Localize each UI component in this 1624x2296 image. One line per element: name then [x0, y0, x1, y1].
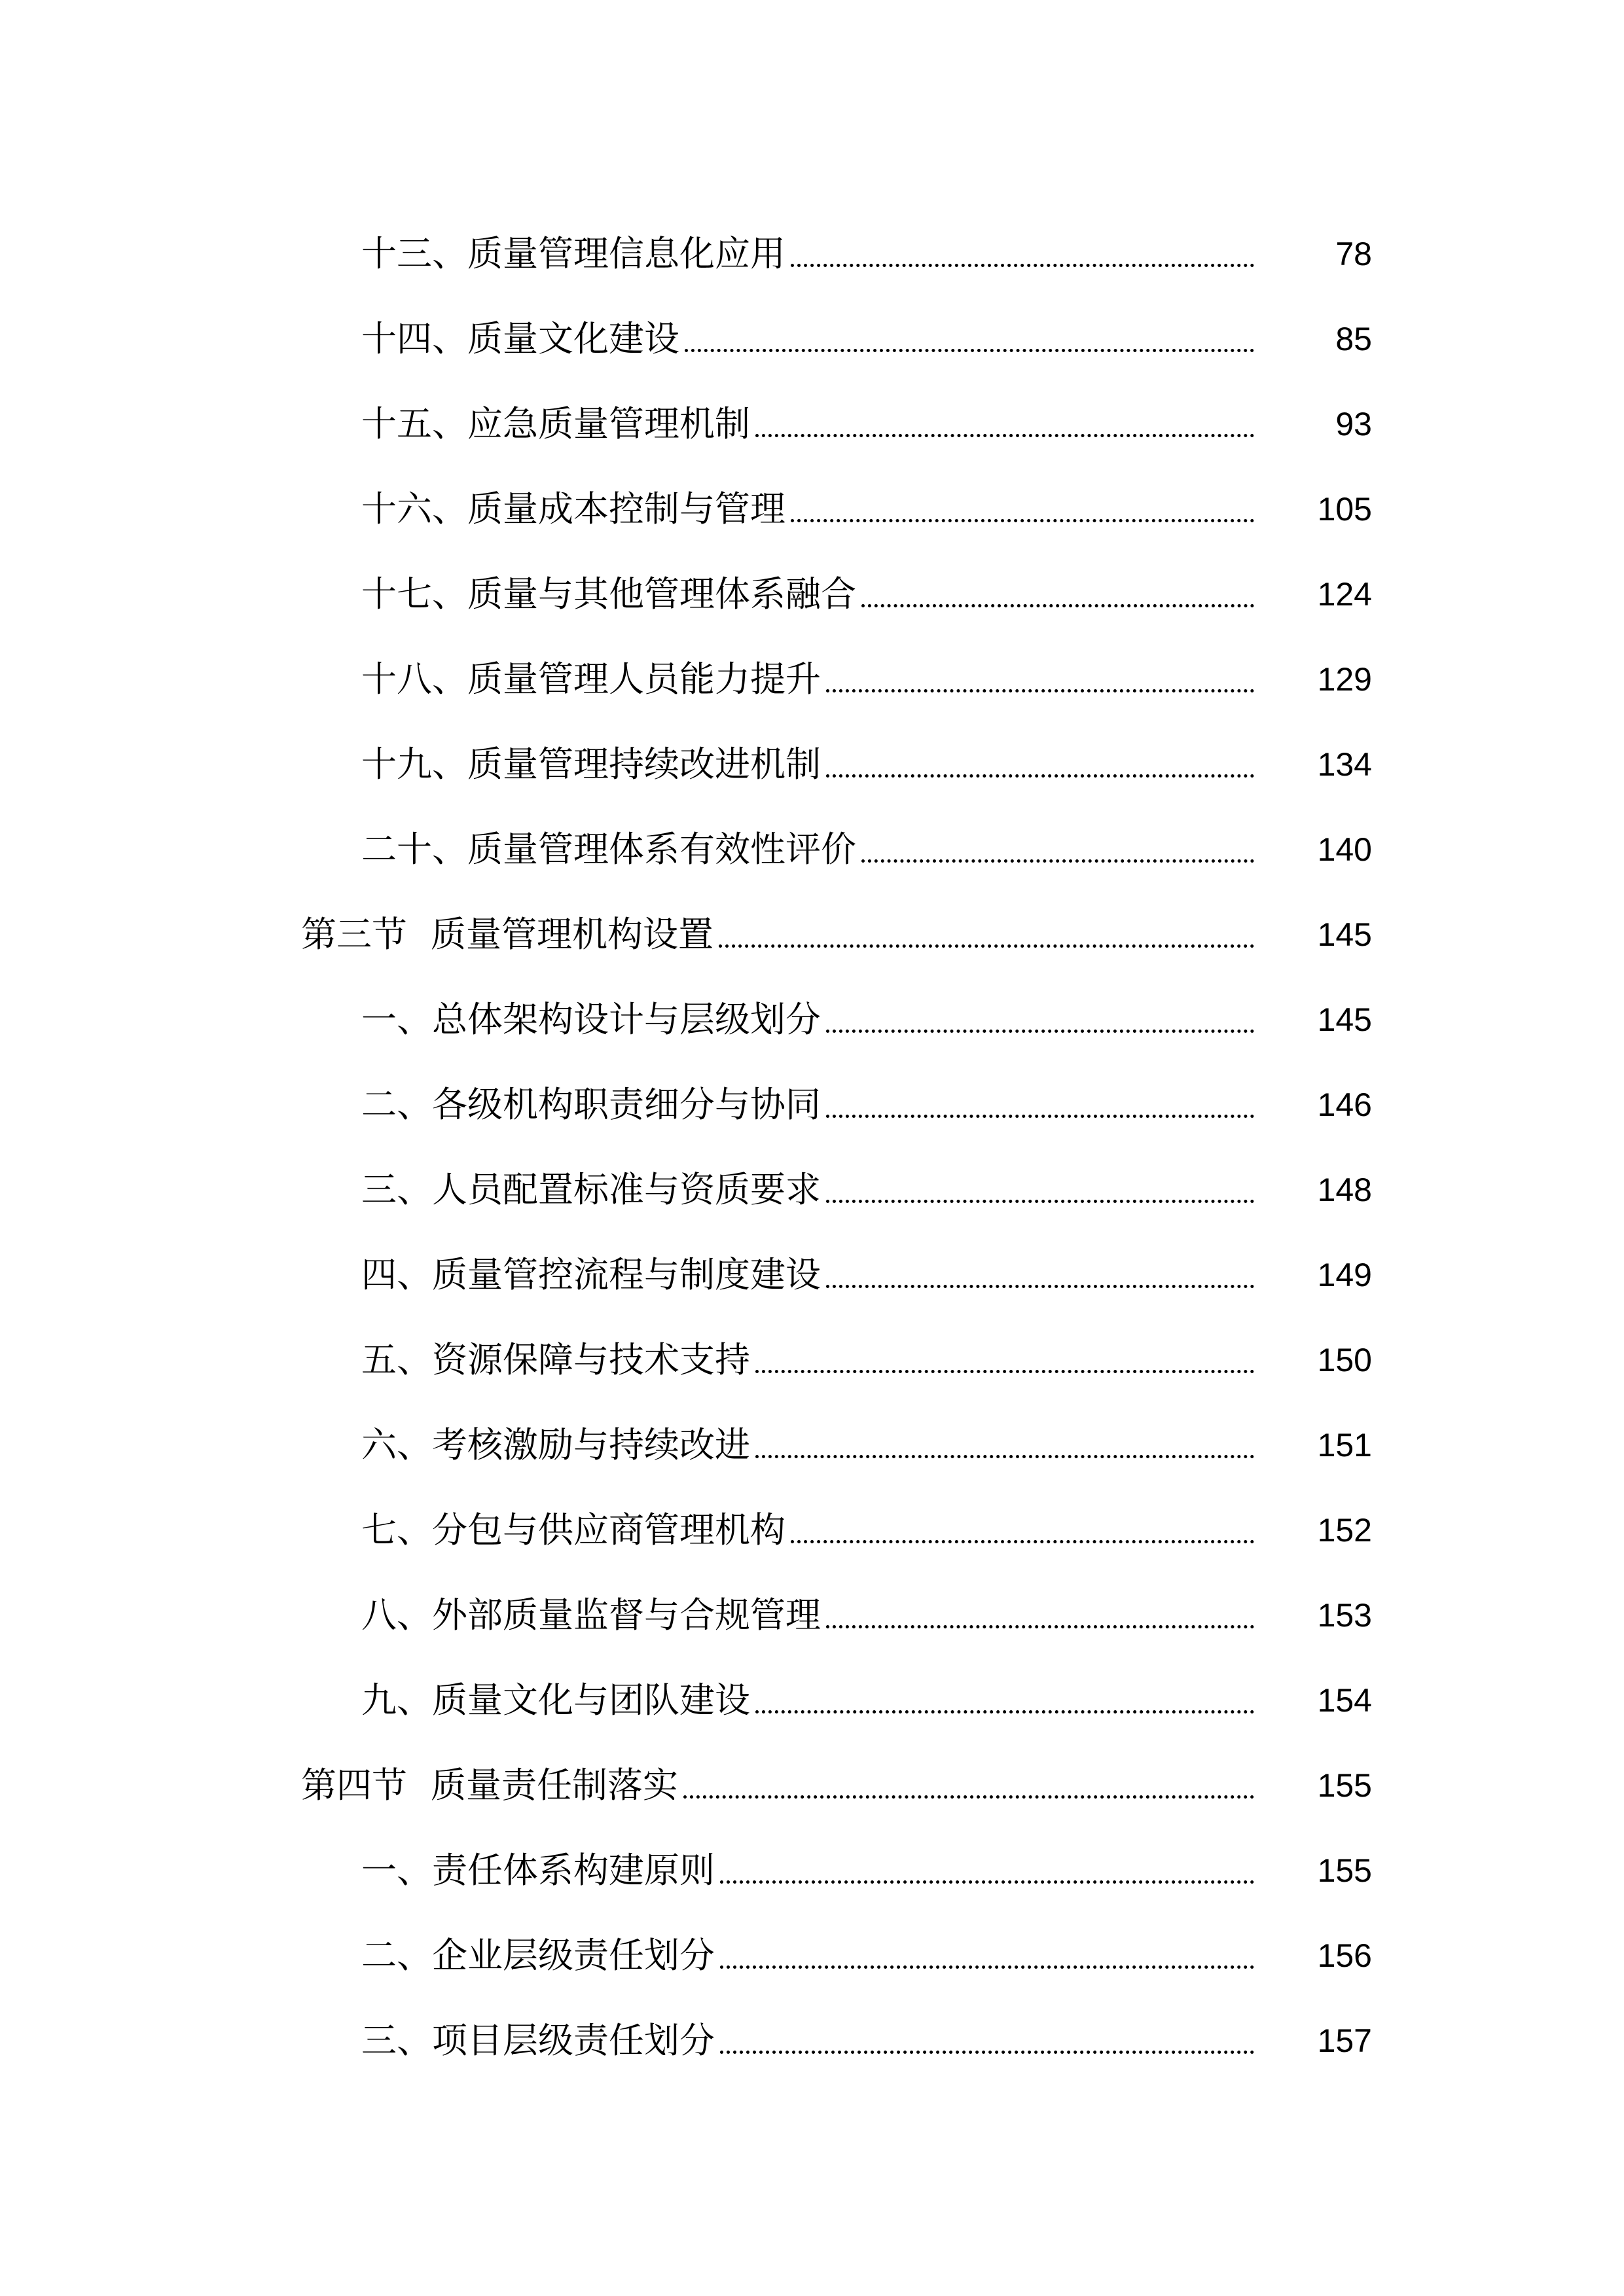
entry-number: 十七、 [361, 573, 467, 615]
toc-entry[interactable] [0, 301, 1624, 360]
entry-number: 三、 [361, 2020, 432, 2061]
section-number: 第三节 [301, 914, 407, 955]
dot-leader [826, 651, 1254, 692]
entry-number: 二、 [361, 1084, 432, 1125]
page-number: 155 [1317, 1852, 1372, 1889]
entry-number: 二、 [361, 1935, 432, 1976]
page-number: 152 [1317, 1512, 1372, 1549]
dot-leader [791, 225, 1254, 267]
page-number: 157 [1317, 2022, 1372, 2059]
toc-entry[interactable] [0, 1662, 1624, 1721]
toc-entry[interactable] [0, 1322, 1624, 1381]
toc-entry[interactable] [0, 982, 1624, 1041]
toc-entry[interactable] [0, 1152, 1624, 1211]
entry-title: 分包与供应商管理机构 [432, 1509, 785, 1551]
toc-entry[interactable] [0, 812, 1624, 870]
entry-number: 六、 [361, 1424, 432, 1465]
dot-leader [826, 991, 1254, 1033]
dot-leader [683, 1757, 1254, 1799]
entry-title: 质量与其他管理体系融合 [467, 573, 856, 615]
page-number: 149 [1317, 1257, 1372, 1293]
dot-leader [755, 1416, 1254, 1458]
dot-leader [755, 1331, 1254, 1373]
entry-title: 质量文化建设 [467, 318, 679, 359]
dot-leader [826, 1587, 1254, 1628]
entry-number: 二十、 [361, 829, 467, 870]
page-number: 153 [1317, 1597, 1372, 1634]
toc-entry[interactable] [0, 556, 1624, 615]
page-number: 140 [1317, 831, 1372, 868]
dot-leader [720, 1842, 1254, 1884]
toc-section-entry[interactable] [0, 1748, 1624, 1806]
section-title: 质量责任制落实 [431, 1765, 678, 1806]
page-number: 146 [1317, 1086, 1372, 1123]
toc-entry[interactable] [0, 2003, 1624, 2062]
entry-title: 各级机构职责细分与协同 [432, 1084, 821, 1125]
entry-title: 企业层级责任划分 [432, 1935, 715, 1976]
toc-entry[interactable] [0, 1833, 1624, 1892]
section-number: 第四节 [301, 1765, 407, 1806]
entry-title: 质量文化与团队建设 [432, 1679, 750, 1721]
entry-title: 资源保障与技术支持 [432, 1339, 750, 1380]
entry-number: 十三、 [361, 233, 467, 274]
toc-entry[interactable] [0, 641, 1624, 700]
entry-number: 十五、 [361, 403, 467, 444]
dot-leader [826, 736, 1254, 778]
page-number: 85 [1335, 321, 1372, 357]
dot-leader [826, 1246, 1254, 1288]
page-number: 148 [1317, 1172, 1372, 1208]
toc-entry[interactable] [0, 471, 1624, 530]
entry-number: 四、 [361, 1254, 432, 1295]
toc-entry[interactable] [0, 726, 1624, 785]
entry-number: 九、 [361, 1679, 432, 1721]
entry-number: 十六、 [361, 488, 467, 529]
page-number: 145 [1317, 916, 1372, 953]
entry-title: 项目层级责任划分 [432, 2020, 715, 2061]
dot-leader [720, 1927, 1254, 1969]
entry-title: 人员配置标准与资质要求 [432, 1169, 821, 1210]
toc-entry[interactable] [0, 386, 1624, 445]
toc-entry[interactable] [0, 1577, 1624, 1636]
entry-title: 质量管理人员能力提升 [467, 658, 821, 700]
section-title: 质量管理机构设置 [431, 914, 713, 955]
entry-title: 质量管控流程与制度建设 [432, 1254, 821, 1295]
entry-number: 五、 [361, 1339, 432, 1380]
dot-leader [791, 480, 1254, 522]
dot-leader [861, 821, 1254, 863]
entry-title: 质量管理体系有效性评价 [467, 829, 856, 870]
dot-leader [791, 1501, 1254, 1543]
page-number: 129 [1317, 661, 1372, 698]
page-number: 154 [1317, 1682, 1372, 1719]
dot-leader [720, 2012, 1254, 2054]
page-number: 145 [1317, 1001, 1372, 1038]
page-number: 156 [1317, 1937, 1372, 1974]
toc-entry[interactable] [0, 1918, 1624, 1977]
entry-title: 外部质量监督与合规管理 [432, 1594, 821, 1636]
dot-leader [861, 565, 1254, 607]
toc-entry[interactable] [0, 1492, 1624, 1551]
dot-leader [755, 395, 1254, 437]
entry-number: 七、 [361, 1509, 432, 1551]
entry-number: 一、 [361, 1850, 432, 1891]
toc-entry[interactable] [0, 1067, 1624, 1126]
toc-entry[interactable] [0, 1407, 1624, 1466]
page-number: 93 [1335, 406, 1372, 442]
entry-title: 总体架构设计与层级划分 [432, 999, 821, 1040]
entry-number: 三、 [361, 1169, 432, 1210]
page-number: 150 [1317, 1342, 1372, 1378]
entry-title: 应急质量管理机制 [467, 403, 750, 444]
page-number: 134 [1317, 746, 1372, 783]
dot-leader [826, 1161, 1254, 1203]
page-number: 105 [1317, 491, 1372, 528]
entry-number: 一、 [361, 999, 432, 1040]
entry-title: 质量成本控制与管理 [467, 488, 785, 529]
entry-number: 十八、 [361, 658, 467, 700]
entry-number: 十四、 [361, 318, 467, 359]
dot-leader [719, 906, 1254, 948]
entry-title: 责任体系构建原则 [432, 1850, 715, 1891]
toc-entry[interactable] [0, 216, 1624, 275]
entry-number: 十九、 [361, 744, 467, 785]
dot-leader [826, 1076, 1254, 1118]
page-number: 155 [1317, 1767, 1372, 1804]
entry-title: 质量管理信息化应用 [467, 233, 785, 274]
entry-number: 八、 [361, 1594, 432, 1636]
page-number: 78 [1335, 236, 1372, 272]
page-number: 151 [1317, 1427, 1372, 1463]
toc-entry[interactable] [0, 1237, 1624, 1296]
page-number: 124 [1317, 576, 1372, 613]
entry-title: 考核激励与持续改进 [432, 1424, 750, 1465]
entry-title: 质量管理持续改进机制 [467, 744, 821, 785]
dot-leader [755, 1672, 1254, 1713]
toc-section-entry[interactable] [0, 897, 1624, 956]
dot-leader [685, 310, 1254, 352]
